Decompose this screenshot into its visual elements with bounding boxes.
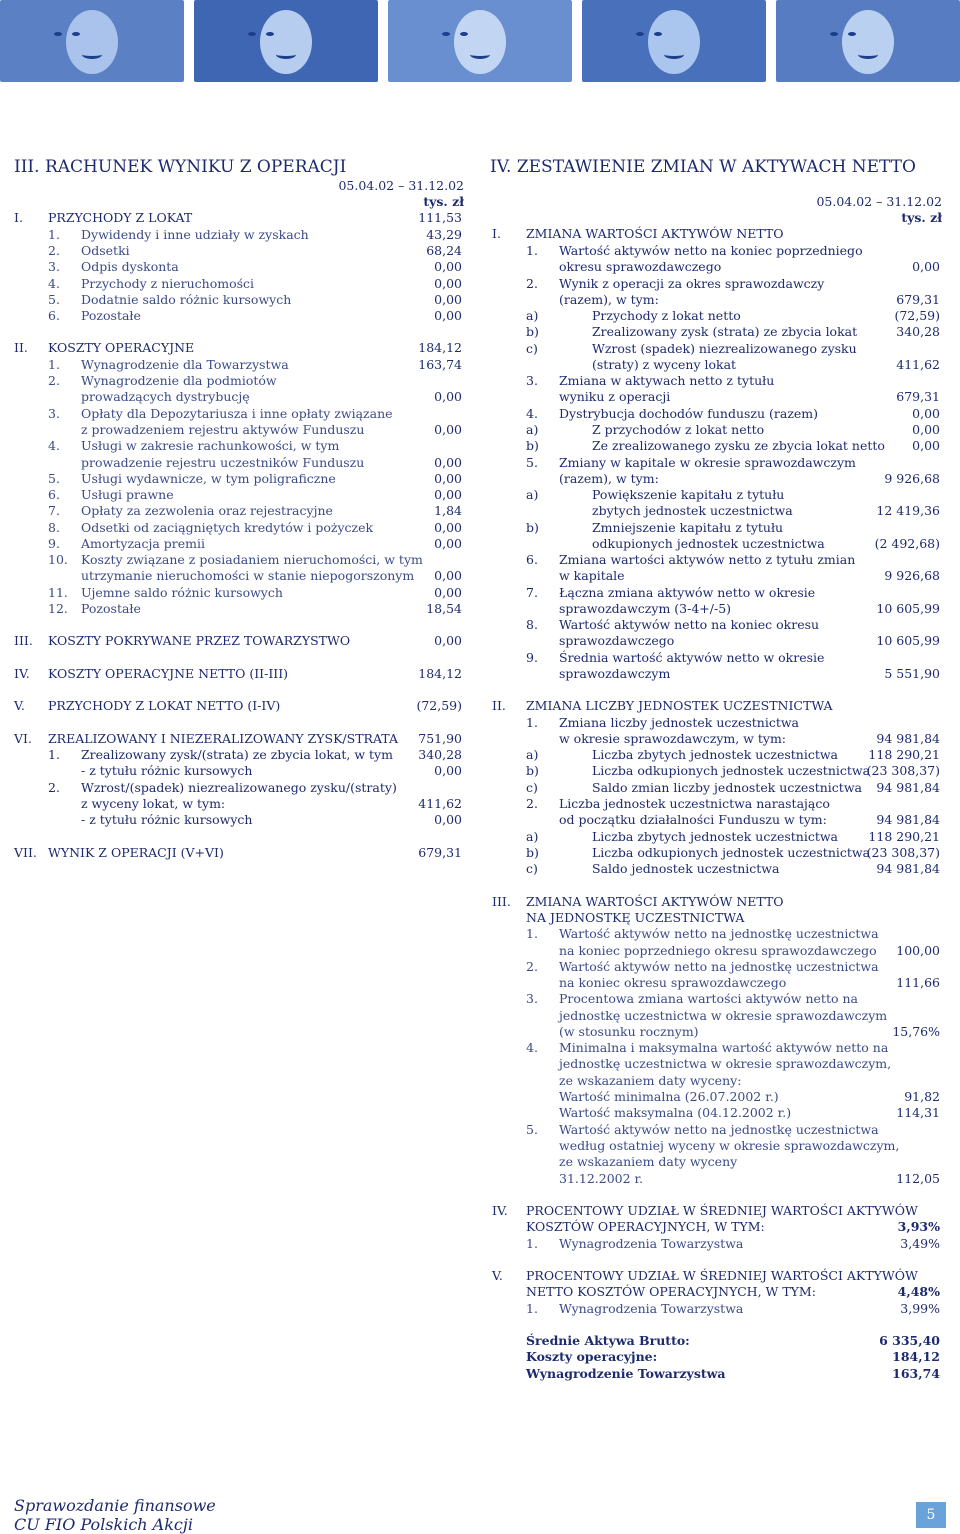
row-label: WYNIK Z OPERACJI (V+VI) <box>48 845 224 860</box>
row-value: (23 308,37) <box>866 763 940 778</box>
footer-line-1: Sprawozdanie finansowe <box>14 1496 216 1515</box>
row-label: Saldo zmian liczby jednostek uczestnictwa <box>592 780 862 795</box>
row-label: Minimalna i maksymalna wartość aktywów netto na <box>559 1040 889 1055</box>
row-number: 8. <box>526 617 538 632</box>
row-label: Odsetki od zaciągniętych kredytów i pożyczek <box>81 520 374 535</box>
row-number: a) <box>526 308 539 323</box>
row-label: Zmiana liczby jednostek uczestnictwa <box>559 715 800 730</box>
row-number: 9. <box>48 536 60 551</box>
row-number: 1. <box>526 243 538 258</box>
row-label: w okresie sprawozdawczym, w tym: <box>559 731 787 746</box>
row-value: 15,76% <box>892 1024 940 1039</box>
row-label: Dywidendy i inne udziały w zyskach <box>81 227 309 242</box>
row-label: Wzrost/(spadek) niezrealizowanego zysku/(straty) <box>81 780 397 795</box>
row-number: III. <box>14 633 33 648</box>
row-label: ZMIANA LICZBY JEDNOSTEK UCZESTNICTWA <box>526 698 833 713</box>
row-number: a) <box>526 829 539 844</box>
row-number: II. <box>14 340 28 355</box>
row-label: z wyceny lokat, w tym: <box>81 796 226 811</box>
row-value: (2 492,68) <box>874 536 940 551</box>
row-label: sprawozdawczym <box>559 666 671 681</box>
row-label: Pozostałe <box>81 601 141 616</box>
row-number: 9. <box>526 650 538 665</box>
row-value: 163,74 <box>418 357 462 372</box>
row-label: Ujemne saldo różnic kursowych <box>81 585 283 600</box>
portrait-photo-3 <box>388 0 572 82</box>
row-number: b) <box>526 845 539 860</box>
row-number: 6. <box>48 487 60 502</box>
row-label: okresu sprawozdawczego <box>559 259 722 274</box>
row-value: 0,00 <box>434 471 462 486</box>
row-number: 12. <box>48 601 68 616</box>
row-value: 94 981,84 <box>876 731 940 746</box>
row-number: 1. <box>526 926 538 941</box>
row-label: Liczba odkupionych jednostek uczestnictwa <box>592 845 871 860</box>
row-value: 94 981,84 <box>876 861 940 876</box>
row-value: 0,00 <box>434 763 462 778</box>
row-value: 118 290,21 <box>868 747 940 762</box>
page-number: 5 <box>916 1502 946 1528</box>
row-label: - z tytułu różnic kursowych <box>81 763 253 778</box>
right-period-header: 05.04.02 – 31.12.02 <box>816 194 942 209</box>
row-number: 6. <box>526 552 538 567</box>
row-label: Koszty związane z posiadaniem nieruchomości, w tym <box>81 552 423 567</box>
row-number: a) <box>526 487 539 502</box>
row-label: utrzymanie nieruchomości w stanie niepogorszonym <box>81 568 415 583</box>
row-value: 12 419,36 <box>876 503 940 518</box>
row-value: 94 981,84 <box>876 780 940 795</box>
row-label: - z tytułu różnic kursowych <box>81 812 253 827</box>
row-label: Zmniejszenie kapitału z tytułu <box>592 520 784 535</box>
row-number: b) <box>526 520 539 535</box>
row-label: (razem), w tym: <box>559 292 659 307</box>
row-label: NA JEDNOSTKĘ UCZESTNICTWA <box>526 910 745 925</box>
row-label: Koszty operacyjne: <box>526 1349 658 1364</box>
left-section-title: III. RACHUNEK WYNIKU Z OPERACJI <box>14 157 347 177</box>
row-number: V. <box>492 1268 503 1283</box>
row-value: 5 551,90 <box>884 666 940 681</box>
row-value: 3,99% <box>900 1301 940 1316</box>
row-label: Zrealizowany zysk (strata) ze zbycia lokat <box>592 324 858 339</box>
row-number: 1. <box>48 357 60 372</box>
row-value: 0,00 <box>434 585 462 600</box>
row-value: 112,05 <box>896 1171 940 1186</box>
row-label: Dystrybucja dochodów funduszu (razem) <box>559 406 819 421</box>
row-label: ZMIANA WARTOŚCI AKTYWÓW NETTO <box>526 226 784 241</box>
row-value: 114,31 <box>896 1105 940 1120</box>
row-number: 2. <box>526 796 538 811</box>
row-label: Liczba jednostek uczestnictwa narastająco <box>559 796 830 811</box>
row-label: na koniec poprzedniego okresu sprawozdawczego <box>559 943 877 958</box>
left-unit-header: tys. zł <box>423 194 464 209</box>
row-value: 0,00 <box>434 568 462 583</box>
portrait-photo-4 <box>582 0 766 82</box>
row-label: Przychody z lokat netto <box>592 308 741 323</box>
row-value: 0,00 <box>434 259 462 274</box>
row-label: Wartość aktywów netto na koniec okresu <box>559 617 820 632</box>
row-label: Liczba odkupionych jednostek uczestnictwa <box>592 763 871 778</box>
row-value: 18,54 <box>426 601 462 616</box>
row-value: 0,00 <box>434 520 462 535</box>
row-value: 0,00 <box>434 292 462 307</box>
row-number: 8. <box>48 520 60 535</box>
row-number: 4. <box>526 1040 538 1055</box>
row-label: sprawozdawczym (3-4+/-5) <box>559 601 732 616</box>
row-label: Wartość minimalna (26.07.2002 r.) <box>559 1089 779 1104</box>
row-value: 3,93% <box>897 1219 940 1234</box>
row-label: Liczba zbytych jednostek uczestnictwa <box>592 829 839 844</box>
row-label: sprawozdawczego <box>559 633 675 648</box>
row-label: Wartość aktywów netto na jednostkę uczestnictwa <box>559 959 879 974</box>
row-value: 9 926,68 <box>884 471 940 486</box>
row-value: 118 290,21 <box>868 829 940 844</box>
row-label: ze wskazaniem daty wyceny <box>559 1154 738 1169</box>
row-number: IV. <box>492 1203 508 1218</box>
row-value: 10 605,99 <box>876 601 940 616</box>
row-value: 0,00 <box>434 812 462 827</box>
row-number: 1. <box>526 1301 538 1316</box>
row-value: 6 335,40 <box>879 1333 940 1348</box>
row-value: 679,31 <box>896 292 940 307</box>
row-number: 3. <box>48 406 60 421</box>
row-value: (72,59) <box>416 698 462 713</box>
row-number: c) <box>526 341 538 356</box>
row-label: Zrealizowany zysk/(strata) ze zbycia lokat, w tym <box>81 747 393 762</box>
row-value: 94 981,84 <box>876 812 940 827</box>
row-value: 0,00 <box>434 389 462 404</box>
row-number: b) <box>526 438 539 453</box>
row-label: Zmiany w kapitale w okresie sprawozdawczym <box>559 455 856 470</box>
row-value: 679,31 <box>896 389 940 404</box>
row-label: Ze zrealizowanego zysku ze zbycia lokat netto <box>592 438 885 453</box>
row-label: Z przychodów z lokat netto <box>592 422 765 437</box>
row-label: ZMIANA WARTOŚCI AKTYWÓW NETTO <box>526 894 784 909</box>
row-number: IV. <box>14 666 30 681</box>
row-value: (23 308,37) <box>866 845 940 860</box>
row-number: 2. <box>526 959 538 974</box>
row-label: Wzrost (spadek) niezrealizowanego zysku <box>592 341 857 356</box>
row-number: c) <box>526 780 538 795</box>
row-label: 31.12.2002 r. <box>559 1171 644 1186</box>
row-value: 0,00 <box>912 406 940 421</box>
row-label: (razem), w tym: <box>559 471 659 486</box>
row-label: Wartość aktywów netto na jednostkę uczestnictwa <box>559 926 879 941</box>
row-number: 2. <box>48 780 60 795</box>
row-number: 1. <box>526 715 538 730</box>
row-number: 3. <box>526 373 538 388</box>
row-value: 0,00 <box>434 487 462 502</box>
row-number: III. <box>492 894 511 909</box>
row-label: KOSZTY POKRYWANE PRZEZ TOWARZYSTWO <box>48 633 351 648</box>
row-number: 7. <box>526 585 538 600</box>
row-label: odkupionych jednostek uczestnictwa <box>592 536 825 551</box>
row-number: 5. <box>526 455 538 470</box>
row-label: Liczba zbytych jednostek uczestnictwa <box>592 747 839 762</box>
row-value: 1,84 <box>434 503 462 518</box>
row-label: KOSZTY OPERACYJNE <box>48 340 195 355</box>
row-label: prowadzenie rejestru uczestników Funduszu <box>81 455 365 470</box>
row-label: jednostkę uczestnictwa w okresie sprawozdawczym, <box>559 1056 892 1071</box>
row-label: Średnia wartość aktywów netto w okresie <box>559 650 825 665</box>
row-label: PROCENTOWY UDZIAŁ W ŚREDNIEJ WARTOŚCI AKTYWÓW <box>526 1203 918 1218</box>
row-label: zbytych jednostek uczestnictwa <box>592 503 793 518</box>
row-number: VI. <box>14 731 32 746</box>
row-label: PROCENTOWY UDZIAŁ W ŚREDNIEJ WARTOŚCI AKTYWÓW <box>526 1268 918 1283</box>
row-value: 163,74 <box>892 1366 940 1381</box>
row-label: Procentowa zmiana wartości aktywów netto na <box>559 991 858 1006</box>
row-number: 7. <box>48 503 60 518</box>
row-label: Odsetki <box>81 243 130 258</box>
row-label: Amortyzacja premii <box>81 536 206 551</box>
row-label: Wartość maksymalna (04.12.2002 r.) <box>559 1105 792 1120</box>
row-number: 1. <box>48 747 60 762</box>
row-number: b) <box>526 324 539 339</box>
row-number: 4. <box>48 438 60 453</box>
row-label: Łączna zmiana aktywów netto w okresie <box>559 585 816 600</box>
row-value: 0,00 <box>434 455 462 470</box>
row-label: Opłaty dla Depozytariusza i inne opłaty związane <box>81 406 393 421</box>
row-value: 0,00 <box>434 536 462 551</box>
row-label: (w stosunku rocznym) <box>559 1024 699 1039</box>
row-value: 411,62 <box>896 357 940 372</box>
row-value: 340,28 <box>896 324 940 339</box>
row-value: 100,00 <box>896 943 940 958</box>
row-label: PRZYCHODY Z LOKAT NETTO (I-IV) <box>48 698 281 713</box>
row-value: 3,49% <box>900 1236 940 1251</box>
row-number: b) <box>526 763 539 778</box>
row-label: Pozostałe <box>81 308 141 323</box>
portrait-photo-5 <box>776 0 960 82</box>
row-label: Powiększenie kapitału z tytułu <box>592 487 785 502</box>
row-label: ze wskazaniem daty wyceny: <box>559 1073 742 1088</box>
left-period-header: 05.04.02 – 31.12.02 <box>338 178 464 193</box>
row-value: 0,00 <box>912 259 940 274</box>
row-number: VII. <box>14 845 37 860</box>
row-number: 4. <box>48 276 60 291</box>
portrait-photo-1 <box>0 0 184 82</box>
row-label: Średnie Aktywa Brutto: <box>526 1333 690 1348</box>
row-number: c) <box>526 861 538 876</box>
row-number: a) <box>526 747 539 762</box>
row-label: ZREALIZOWANY I NIEZERALIZOWANY ZYSK/STRATA <box>48 731 398 746</box>
row-number: 6. <box>48 308 60 323</box>
row-value: 0,00 <box>434 276 462 291</box>
row-label: prowadzących dystrybucję <box>81 389 250 404</box>
row-label: Wartość aktywów netto na jednostkę uczestnictwa <box>559 1122 879 1137</box>
row-label: Wynagrodzenia Towarzystwa <box>559 1301 744 1316</box>
row-value: 751,90 <box>418 731 462 746</box>
row-number: 1. <box>526 1236 538 1251</box>
row-label: Odpis dyskonta <box>81 259 179 274</box>
right-unit-header: tys. zł <box>901 210 942 225</box>
row-label: Dodatnie saldo różnic kursowych <box>81 292 292 307</box>
row-value: 184,12 <box>418 340 462 355</box>
row-label: Wynagrodzenie dla podmiotów <box>81 373 277 388</box>
row-value: 43,29 <box>426 227 462 242</box>
row-number: 2. <box>48 373 60 388</box>
row-value: 0,00 <box>912 438 940 453</box>
row-label: Wynik z operacji za okres sprawozdawczy <box>559 276 825 291</box>
row-label: KOSZTY OPERACYJNE NETTO (II-III) <box>48 666 289 681</box>
row-number: a) <box>526 422 539 437</box>
row-value: 184,12 <box>892 1349 940 1364</box>
row-label: Usługi wydawnicze, w tym poligraficzne <box>81 471 336 486</box>
row-number: 10. <box>48 552 68 567</box>
row-number: 2. <box>48 243 60 258</box>
row-value: 9 926,68 <box>884 568 940 583</box>
row-value: 340,28 <box>418 747 462 762</box>
row-label: Zmiana wartości aktywów netto z tytułu zmian <box>559 552 856 567</box>
row-number: 1. <box>48 227 60 242</box>
photo-banner <box>0 0 960 82</box>
row-label: w kapitale <box>559 568 625 583</box>
row-value: 10 605,99 <box>876 633 940 648</box>
row-number: I. <box>14 210 23 225</box>
row-label: Usługi w zakresie rachunkowości, w tym <box>81 438 340 453</box>
row-number: 5. <box>48 471 60 486</box>
row-value: 0,00 <box>912 422 940 437</box>
row-label: (straty) z wyceny lokat <box>592 357 737 372</box>
row-label: według ostatniej wyceny w okresie sprawozdawczym, <box>559 1138 900 1153</box>
row-value: 111,53 <box>418 210 462 225</box>
row-number: 2. <box>526 276 538 291</box>
row-value: 184,12 <box>418 666 462 681</box>
row-number: 5. <box>526 1122 538 1137</box>
row-value: 0,00 <box>434 633 462 648</box>
row-value: 0,00 <box>434 422 462 437</box>
row-value: 111,66 <box>896 975 940 990</box>
row-value: 679,31 <box>418 845 462 860</box>
row-label: na koniec okresu sprawozdawczego <box>559 975 787 990</box>
row-number: 3. <box>48 259 60 274</box>
row-label: PRZYCHODY Z LOKAT <box>48 210 193 225</box>
portrait-photo-2 <box>194 0 378 82</box>
row-value: (72,59) <box>894 308 940 323</box>
row-label: Wynagrodzenie dla Towarzystwa <box>81 357 289 372</box>
row-label: Wartość aktywów netto na koniec poprzedniego <box>559 243 863 258</box>
row-label: KOSZTÓW OPERACYJNYCH, W TYM: <box>526 1219 765 1234</box>
row-number: V. <box>14 698 25 713</box>
row-number: 11. <box>48 585 68 600</box>
row-label: wyniku z operacji <box>559 389 671 404</box>
row-label: Przychody z nieruchomości <box>81 276 255 291</box>
row-label: z prowadzeniem rejestru aktywów Funduszu <box>81 422 365 437</box>
row-label: Saldo jednostek uczestnictwa <box>592 861 780 876</box>
row-number: 5. <box>48 292 60 307</box>
footer-title <box>14 1496 216 1534</box>
row-number: 4. <box>526 406 538 421</box>
row-label: Usługi prawne <box>81 487 174 502</box>
right-section-title: IV. ZESTAWIENIE ZMIAN W AKTYWACH NETTO <box>490 157 916 177</box>
row-number: 3. <box>526 991 538 1006</box>
row-value: 4,48% <box>897 1284 940 1299</box>
row-number: I. <box>492 226 501 241</box>
row-value: 0,00 <box>434 308 462 323</box>
row-value: 68,24 <box>426 243 462 258</box>
row-value: 91,82 <box>904 1089 940 1104</box>
row-label: od początku działalności Funduszu w tym: <box>559 812 827 827</box>
row-label: Opłaty za zezwolenia oraz rejestracyjne <box>81 503 333 518</box>
row-label: Wynagrodzenia Towarzystwa <box>559 1236 744 1251</box>
row-label: jednostkę uczestnictwa w okresie sprawozdawczym <box>559 1008 888 1023</box>
row-label: Wynagrodzenie Towarzystwa <box>526 1366 726 1381</box>
row-label: NETTO KOSZTÓW OPERACYJNYCH, W TYM: <box>526 1284 816 1299</box>
footer-line-2: CU FIO Polskich Akcji <box>14 1515 193 1534</box>
row-number: II. <box>492 698 506 713</box>
row-label: Zmiana w aktywach netto z tytułu <box>559 373 775 388</box>
row-value: 411,62 <box>418 796 462 811</box>
